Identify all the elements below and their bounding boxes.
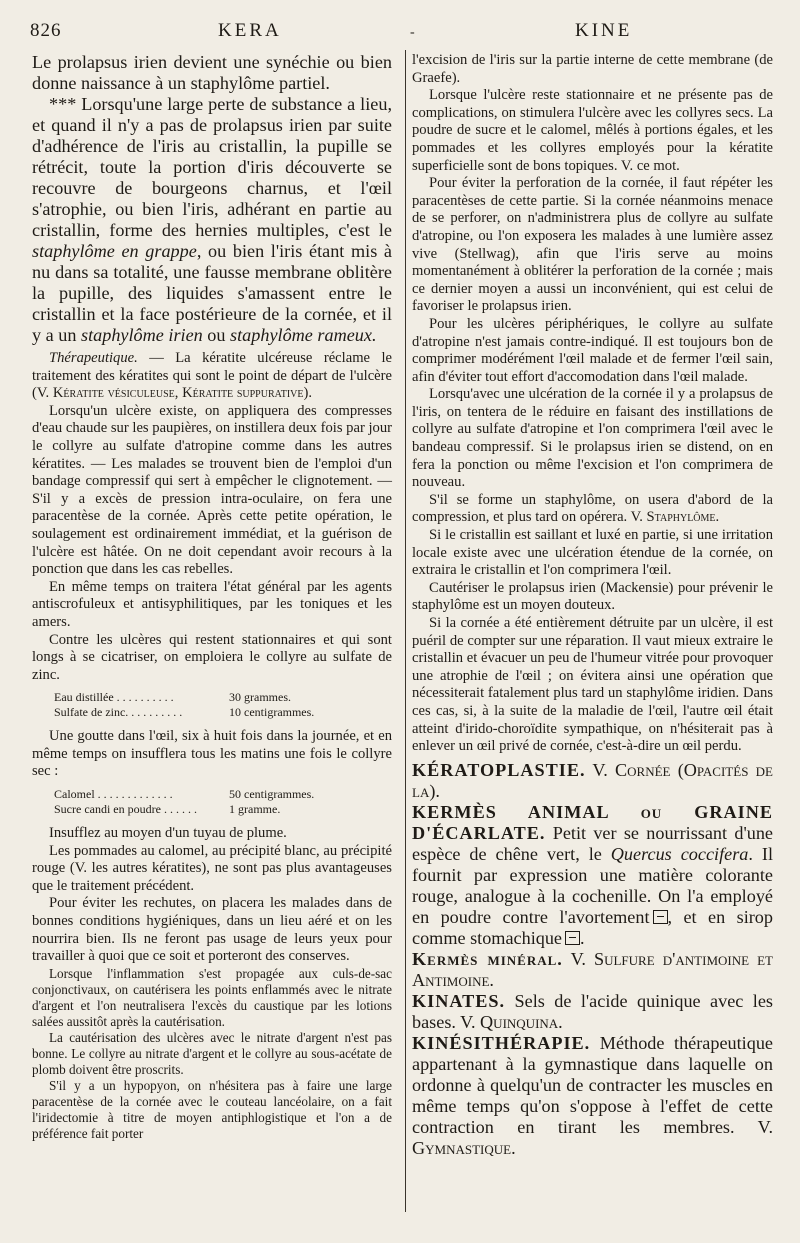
minus-box-symbol [653,910,668,924]
paragraph: S'il y a un hypopyon, on n'hésitera pas à faire une large paracentèse de la cornée avec le couteau lancéolaire, on a fait l'iridectomie à titre de moyen antiphlogistique et l'on a de préférence fait porter [32,1077,392,1141]
running-head-left: KERA [218,20,282,41]
entry-headword: KINÉSITHÉRAPIE. [412,1032,591,1053]
column-rule [405,50,406,1212]
dictionary-entry: Kermès minéral. V. Sulfure d'antimoine et Antimoine. [412,948,773,990]
dictionary-entry: KERMÈS ANIMAL ou GRAINE D'ÉCARLATE. Petit ver se nourrissant d'une espèce de chêne vert, le Quercus coccifera. Il fournit par expression une matière colorante rouge, analogue à la cochenille. On l'a employé en poudre contre l'avortement , et en sirop comme stomachique . [412,801,773,948]
prescription [54,787,392,817]
entry-headword: Kermès minéral. [412,948,563,969]
paragraph: Contre les ulcères qui restent stationnaires et qui sont longs à se cicatriser, on emploiera le collyre au sulfate de zinc. [32,631,392,683]
prescription [54,690,392,720]
paragraph: En même temps on traitera l'état général par les agents antiscrofuleux et antisyphilitiques, par les toniques et les amers. [32,578,392,630]
paragraph: S'il se forme un staphylôme, on usera d'abord de la compression, et plus tard on opérera. V. Staphylôme. [412,491,773,526]
paragraph: Le prolapsus irien devient une synéchie ou bien donne naissance à un staphylôme partiel. [32,52,392,93]
paragraph: Pour les ulcères périphériques, le collyre au sulfate d'atropine n'est jamais contre-indiqué. Il est toujours bon de comprimer modérément l'œil malade et de fermer l'œil sain, afin d'éviter tout effort d'accomodation dans l'œil malade. [412,315,773,385]
prescription-line: Sucre candi en poudre . . . . . . 1 gramme. [54,802,281,817]
header-dash: - [410,25,416,40]
prescription-line: Sulfate de zinc. . . . . . . . . . 10 centigrammes. [54,705,315,720]
paragraph: *** Lorsqu'une large perte de substance a lieu, et quand il n'y a pas de prolapsus irien par suite d'adhérence de l'iris au cristallin, la pupille se rétrécit, toute la portion d'iris découverte se recouvre de bourgeons charnus, et l'œil s'atrophie, ou bien l'iris, adhérant en partie au cristallin, forme des hernies multiples, c'est le staphylôme en grappe, ou bien l'iris étant mis à nu dans sa totalité, une fausse membrane oblitère la pupille, des liquides s'amassent entre le cristallin et la face postérieure de la cornée, et il y a un staphylôme irien ou staphylôme rameux. [32,94,392,345]
paragraph: Lorsqu'un ulcère existe, on appliquera des compresses d'eau chaude sur les paupières, on instillera deux fois par jour le collyre au sulfate d'atropine comme dans les autres kératites. — Les malades se trouvent bien de l'emploi d'un bandage compressif qui sert à empêcher le clignotement. — S'il y a excès de pression intra-oculaire, on fera une paracentèse de la cornée. Après cette petite opération, le soulagement est ordinairement immédiat, et la guérison de l'ulcère est hâtée. On ne doit cependant avoir recours à la ponction que dans les cas rebelles. [32,402,392,578]
paragraph: l'excision de l'iris sur la partie interne de cette membrane (de Graefe). [412,52,773,86]
page-number: 826 [30,20,62,41]
paragraph: Lorsque l'inflammation s'est propagée aux culs-de-sac conjonctivaux, on cautérisera les points enflammés avec le nitrate d'argent et l'on neutralisera l'excès du caustique par les lotions salées aussitôt après la cautérisation. [32,965,392,1029]
dictionary-entry: KINATES. Sels de l'acide quinique avec les bases. V. Quinquina. [412,990,773,1032]
paragraph: Si la cornée a été entièrement détruite par un ulcère, il est puéril de compter sur une réparation. Il vaut mieux extraire le cristallin et évacuer un peu de l'humeur vitrée pour provoquer une atrophie de l'œil ; on évitera ainsi une opération que nécessiterait fatalement plus tard un staphylôme iridien. Dans ces cas, si, à la suite de la maladie de l'œil, l'autre œil était atteint d'irido-choroïdite sympathique, on n'hésiterait pas à enlever un œil privé de cornée, c'est-à-dire un œil perdu. [412,615,773,755]
paragraph: Pour éviter les rechutes, on placera les malades dans de bonnes conditions hygiéniques, dans un lieu aéré et on les nourrira bien. Ils ne feront pas usage de leurs yeux pour travailler à quoi que ce soit et porteront des conserves. [32,895,392,965]
prescription-line: Eau distillée . . . . . . . . . . 30 grammes. [54,690,291,705]
dictionary-entry: KÉRATOPLASTIE. V. Cornée (Opacités de la). [412,759,773,801]
paragraph: Pour éviter la perforation de la cornée, il faut répéter les paracentèses de cette partie. Si la cornée néanmoins menace de se perforer, on n'administrera plus de collyre au sulfate d'atropine, ou l'on exposera les malades à une lumière assez vive (Stellwag), afin que l'iris serve au moins momentanément à oblitérer la perforation de la cornée ; mais ce dernier moyen a aussi un inconvénient, qui est celui de favoriser le prolapsus irien. [412,175,773,315]
paragraph: Cautériser le prolapsus irien (Mackensie) pour prévenir le staphylôme est un moyen douteux. [412,579,773,614]
entry-headword: KERMÈS ANIMAL ou GRAINE D'ÉCARLATE. [412,801,773,843]
right-column [412,52,773,1159]
entry-headword: KÉRATOPLASTIE. [412,759,586,780]
paragraph: Thérapeutique. — La kératite ulcéreuse réclame le traitement des kératites qui sont le point de départ de l'ulcère (V. Kératite vésiculeuse, Kératite suppurative). [32,350,392,402]
running-head-right: KINE [575,20,633,41]
minus-box-symbol [565,931,580,945]
left-column [32,52,392,1142]
dictionary-entry: KINÉSITHÉRAPIE. Méthode thérapeutique appartenant à la gymnastique dans laquelle on ordonne à quelqu'un de contracter les muscles en même temps qu'on s'oppose à l'effet de cette contraction en tirant les membres. V. Gymnastique. [412,1032,773,1158]
entry-headword: KINATES. [412,990,506,1011]
paragraph: La cautérisation des ulcères avec le nitrate d'argent n'est pas bonne. Le collyre au nitrate d'argent et le collyre au sous-acétate de plomb doivent être proscrits. [32,1029,392,1077]
paragraph: Lorsque l'ulcère reste stationnaire et ne présente pas de complications, on stimulera l'ulcère avec les collyres secs. La poudre de sucre et le calomel, mêlés à portions égales, et les pommades et les collyres employés pour la kératite superficielle sont de bons topiques. V. ce mot. [412,87,773,174]
paragraph: Insufflez au moyen d'un tuyau de plume. [49,825,287,842]
prescription-line: Calomel . . . . . . . . . . . . . 50 centigrammes. [54,787,315,802]
paragraph: Lorsqu'avec une ulcération de la cornée il y a prolapsus de l'iris, on tentera de le réduire en faisant des instillations de collyre au sulfate d'atropine et l'on comprimera l'œil avec le bandeau compressif. Si le prolapsus irien se distend, on en fera la ponction ou même l'excision et l'on comprimera de nouveau. [412,386,773,491]
paragraph: Si le cristallin est saillant et luxé en partie, si une irritation locale existe avec une ulcération étendue de la cornée, on extraira le cristallin et l'on comprimera l'œil. [412,527,773,579]
paragraph: Une goutte dans l'œil, six à huit fois dans la journée, et en même temps on insufflera tous les matins une fois le collyre sec : [32,728,392,780]
paragraph: Les pommades au calomel, au précipité blanc, au précipité rouge (V. les autres kératites), ne sont pas plus avantageuses que le traitement précédent. [32,842,392,894]
